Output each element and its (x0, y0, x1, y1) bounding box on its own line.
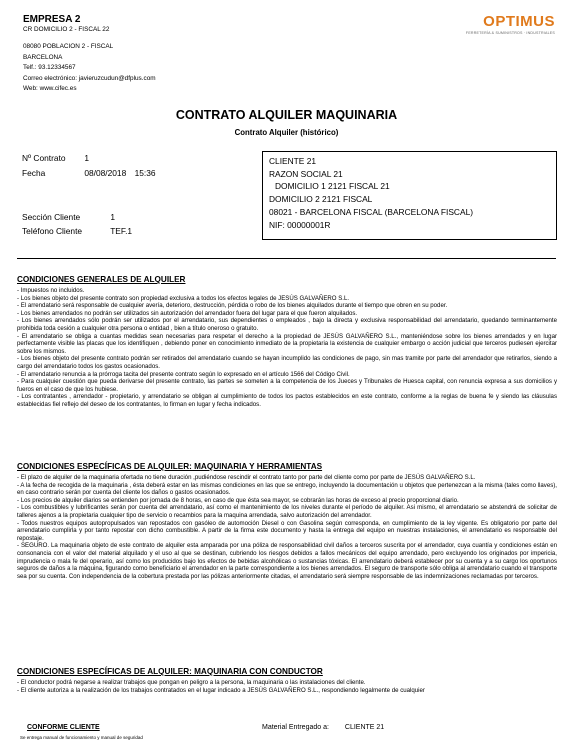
contract-number-row (22, 153, 89, 163)
client-nif: NIF: 00000001R (269, 219, 331, 230)
condition-line: - Los bienes objeto del presente contrato son propiedad exclusiva a todos los efectos legales de JESÚS GALVAÑERO S.L. (17, 294, 350, 302)
client-domicilio-1: DOMICILIO 1 2121 FISCAL 21 (275, 181, 390, 192)
condition-line: - Los bienes arrendados no podrán ser utilizados sin autorización del arrendador fuera del lugar para el que fueron alquilados. (17, 309, 358, 317)
section-lines (17, 474, 557, 580)
client-phone: TEF.1 (110, 226, 133, 236)
company-web: Web: www.cifec.es (23, 85, 77, 92)
company-city: BARCELONA (23, 53, 63, 61)
section-lines (17, 679, 557, 694)
company-email: Correo electrónico: javieruzcudun@dfplus.com (23, 74, 156, 82)
conforme-cliente: CONFORME CLIENTE (27, 724, 100, 731)
contract-time: 15:36 (134, 168, 156, 178)
client-name: CLIENTE 21 (269, 156, 317, 166)
material-client: CLIENTE 21 (344, 724, 385, 731)
condition-line: - A la fecha de recogida de la maquinaria , ésta deberá estar en las mismas condiciones en las que se entrego, incluyendo la documentación u objetos que pertenezcan a la misma (tales como llaves), en caso contrario serán por cuenta del cliente los daños o gastos ocasionados. (17, 481, 557, 497)
condition-line: - Los precios de alquiler diarios se entienden por jornada de 8 horas, en caso de que ésta sea mayor, se cobrarán las horas de exceso al precio proporcional diario. (17, 496, 459, 504)
condition-line: - Impuestos no incluidos. (17, 287, 85, 294)
section-maquinaria (17, 462, 557, 580)
section-title: CONDICIONES ESPECÍFICAS DE ALQUILER: MAQUINARIA Y HERRAMIENTAS (17, 462, 323, 471)
logo-wordmark: OPTIMUS (483, 13, 555, 30)
contract-date-label: Fecha (22, 168, 46, 178)
section-title: CONDICIONES GENERALES DE ALQUILER (17, 275, 186, 284)
condition-line: - El arrendatario renuncia a la prórroga tacita del presente contrato según lo expresado en el artículo 1566 del Código Civil. (17, 370, 350, 378)
section-conductor (17, 667, 557, 694)
client-section-label: Sección Cliente (22, 212, 81, 222)
document-subtitle: Contrato Alquiler (histórico) (234, 128, 339, 137)
section-title: CONDICIONES ESPECÍFICAS DE ALQUILER: MAQUINARIA CON CONDUCTOR (17, 667, 323, 676)
condition-line: - Los combustibles y lubrificantes serán por cuenta del arrendatario, así como el mantenimiento de los niveles durante el período de alquiler. Asi mismo, el arrendatario se abstendrá de solicitar de talleres ajenos a la propietaria cualquier tipo de servicio o recambios para la maquina arrendada, salvo autorización del arrendador. (17, 504, 557, 519)
manual-note: Se entrega manual de funcionamiento y manual de seguridad (20, 735, 143, 740)
material-label: Material Entregado a: (262, 724, 329, 731)
client-box (262, 151, 557, 240)
company-logo (425, 13, 555, 35)
company-phone: Telf.: 93.12334567 (23, 64, 76, 71)
client-section: 1 (110, 212, 115, 222)
company-header (23, 14, 283, 95)
condition-line: - El cliente autoriza a la realización de los trabajos contratados en el lugar indicado a JESÚS GALVAÑERO S.L., respondiendo legalmente de cualquier (17, 686, 425, 694)
contract-date-row (22, 168, 156, 178)
company-address: 08080 POBLACION 2 - FISCAL (23, 43, 114, 50)
logo-tagline: FERRETERÍA & SUMINISTROS · INDUSTRIALES (465, 31, 555, 35)
client-domicilio-2: DOMICILIO 2 2121 FISCAL (269, 194, 373, 205)
contract-date: 08/08/2018 (84, 168, 127, 178)
document-title: CONTRATO ALQUILER MAQUINARIA (175, 108, 398, 122)
section-lines (17, 287, 557, 409)
section-general (17, 275, 557, 409)
client-section-row (22, 212, 115, 222)
condition-line: - Los bienes arrendados sólo podrán ser utilizados por el arrendatario, sus dependientes o empleados , bajo la directa y exclusiva responsabilidad del arrendatario, quedando terminantemente prohibida toda cesión a cualquier otra persona o entidad , bien a título oneroso o gratuito. (17, 317, 557, 332)
contract-number-label: Nº Contrato (22, 153, 66, 163)
condition-line: - El plazo de alquiler de la maquinaria ofertada no tiene duración ,pudiéndose rescindir el contrato tanto por parte del cliente como por parte de JESÚS GALVAÑERO S.L. (17, 474, 476, 481)
contract-number: 1 (84, 153, 89, 163)
condition-line: - Los bienes objeto del presente contrato podrán ser retirados del arrendatario cuando se hayan incumplido las condiciones de pago, sin mas tramite por parte del arrendador que retirarlos, siendo a cargo del arrendatario todos los gastos ocasionados. (17, 355, 557, 370)
client-phone-row (22, 226, 132, 236)
company-subline: CR DOMICILIO 2 - FISCAL 22 (23, 26, 110, 33)
company-address-block (23, 42, 283, 95)
condition-line: - Los contratantes , arrendador - propietario, y arrendatario se obligan al cumplimiento de todos los pactos establecidos en este contrato, conforme a la reglas de buena fe y siendo las cláusulas establecidas fiel reflejo del deseo de los contratantes, lo firman en lugar y fecha indicados. (17, 393, 557, 408)
client-razon-social: RAZON SOCIAL 21 (269, 168, 343, 179)
divider (17, 258, 556, 259)
material-entregado (262, 724, 384, 731)
condition-line: - Para cualquier cuestión que pueda derivarse del presente contrato, las partes se someten a la competencia de los Jueces y Tribunales de Huesca capital, con renuncia expresa a sus domicilios y fueros en el caso de que los hubiese. (17, 378, 557, 393)
condition-line: - El arrendatario será responsable de cualquier avería, deterioro, destrucción, pérdida o robo de los bienes alquilados durante el tiempo que obren en su poder. (17, 302, 448, 310)
condition-line: - SEGURO. La maquinaria objeto de este contrato de alquiler esta amparada por una póliza de responsabilidad civil daños a terceros suscrita por el arrendador, cuya cuantía y condiciones están en consonancia con el valor del material alquilado y el uso al que se destinan, cubriendo los riesgos debidos a fallos mecánicos del equipo arrendado, pero excluyendo los originados por impericia, imprudencia o mala fe del operario, así como los producidos bajo los efectos de bebidas alcohólicas o sustancias tóxicas. El arrendatario deberá establecer por su cuenta y a su cargo los oportunos seguros de daños a la máquina, figurando como beneficiario el arrendador en la parte correspondiente a los bienes arrendados. El seguro de transporte sólo obliga al arrendatario cuando el transporte sea por su cuenta. Con independencia de la cobertura prestada por las pólizas anteriormente citadas, el arrendatario será siempre responsable de las indemnizaciones reclamadas por terceros. (17, 542, 557, 580)
condition-line: - Todos nuestros equipos autopropulsados van repostados con gasóleo de automoción Diesel o con Gasolina según corresponda, en cumplimiento de la ley vigente. Es obligatorio por parte del arrendatario cumplirla y por tanto repostar con dicho combustible. A partir de la firma este documento y hasta la entrega del equipo en nuestras instalaciones, el arrendatario es responsable del repostaje. (17, 519, 557, 542)
condition-line: - El arrendatario se obliga a cuantas medidas sean necesarias para respetar el derecho a la propiedad de JESÚS GALVAÑERO S.L., manteniéndose sobre los bienes arrendados y en lugar perfectamente visible las placas que los identifiquen , debiendo poner en conocimiento inmediato de la propietaria la existencia de cualquier embargo o acción judicial que terceros pudiesen ejercitar sobre los mismos. (17, 332, 557, 355)
condition-line: - El conductor podrá negarse a realizar trabajos que pongan en peligro a la persona, la maquinaria o las instalaciones del cliente. (17, 679, 366, 686)
company-name: EMPRESA 2 (23, 14, 81, 25)
client-phone-label: Teléfono Cliente (22, 226, 83, 236)
client-city: 08021 - BARCELONA FISCAL (BARCELONA FISCAL) (269, 206, 474, 217)
